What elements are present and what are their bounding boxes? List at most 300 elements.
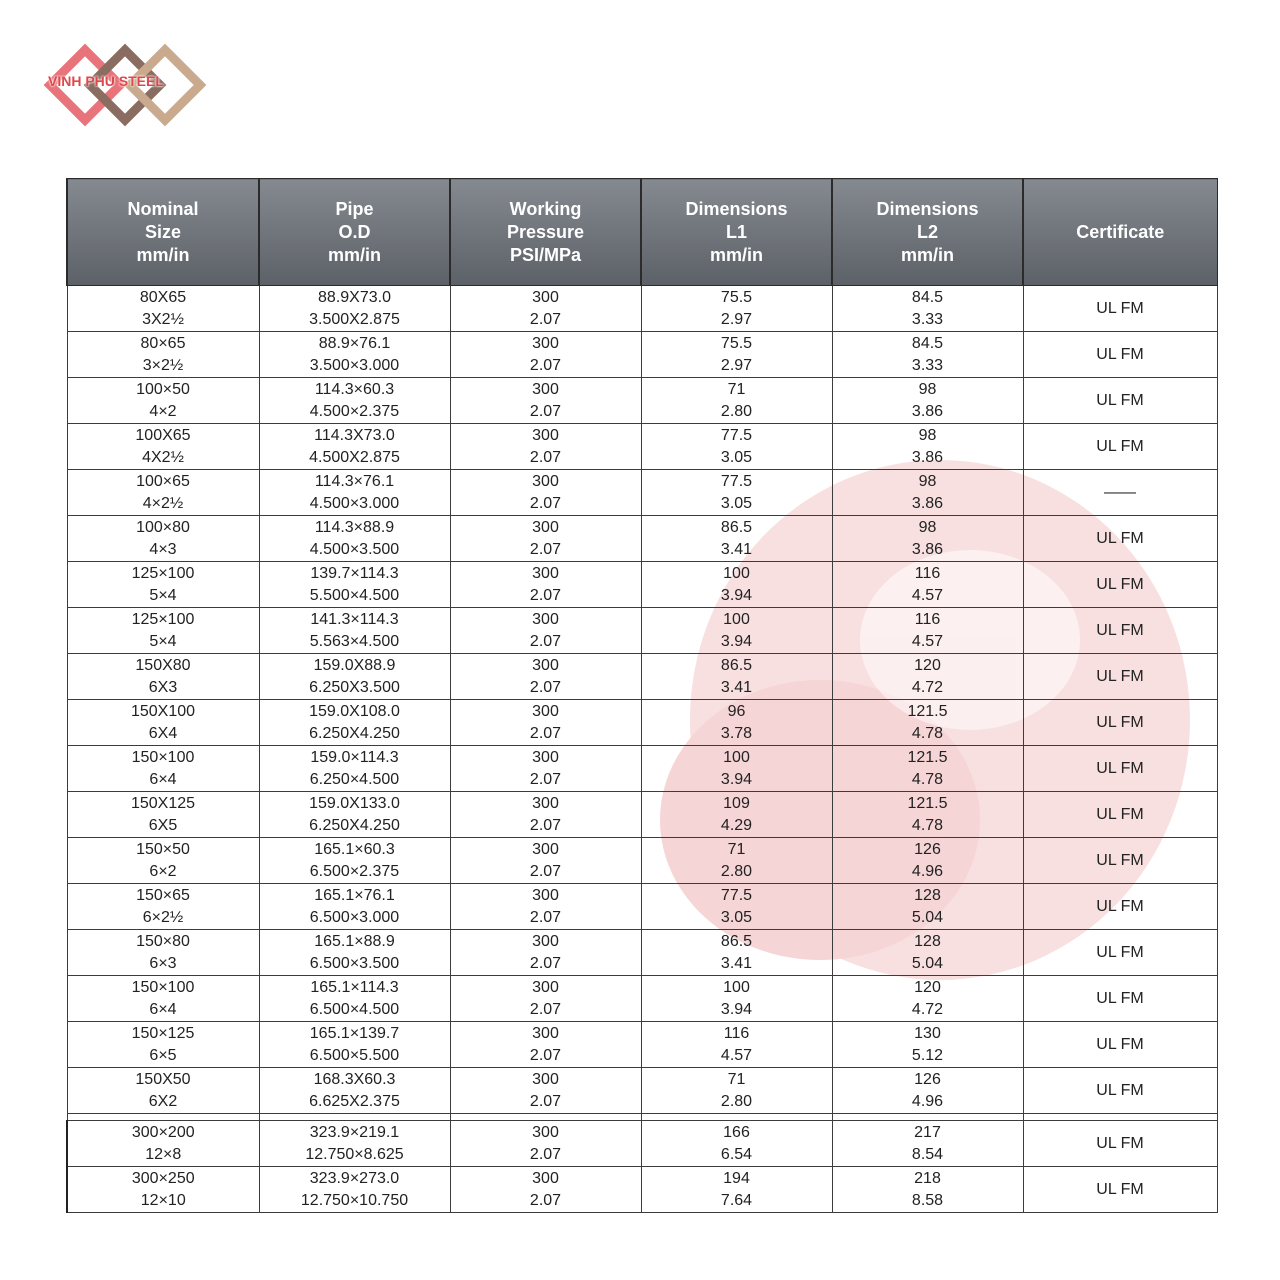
dimension-l1-cell-value: 3.78 (720, 724, 753, 742)
certificate-cell: UL FM (1023, 424, 1217, 470)
working-pressure-cell-value: 2.07 (529, 632, 562, 650)
working-pressure-cell-value: 2.07 (529, 540, 562, 558)
certificate-cell: UL FM (1023, 838, 1217, 884)
nominal-size-cell-value: 125×100 (131, 564, 195, 582)
dimension-l1-cell (641, 654, 832, 700)
pipe-od-cell-value: 168.3X60.3 (313, 1070, 396, 1088)
pipe-od-cell-value: 4.500×3.000 (309, 494, 400, 512)
dimension-l2-cell (832, 746, 1023, 792)
nominal-size-cell-value: 6X5 (148, 816, 178, 834)
working-pressure-cell (450, 1167, 641, 1213)
pipe-od-cell-value: 114.3×76.1 (314, 472, 395, 490)
working-pressure-cell-value: 2.07 (529, 310, 562, 328)
pipe-od-cell (259, 1121, 450, 1167)
dimension-l1-cell (641, 608, 832, 654)
working-pressure-cell-value: 2.07 (529, 816, 562, 834)
table-row (67, 562, 1217, 608)
table-row (67, 838, 1217, 884)
dimension-l2-cell-value: 3.86 (911, 402, 944, 420)
dimension-l2-cell-value: 3.33 (911, 310, 944, 328)
dimension-l2-cell-value: 218 (914, 1169, 941, 1187)
dimension-l2-cell-value: 3.33 (911, 356, 944, 374)
pipe-od-cell-value: 6.250X4.250 (309, 816, 400, 834)
table-row (67, 1068, 1217, 1114)
working-pressure-cell-value: 2.07 (529, 954, 562, 972)
working-pressure-cell-value: 300 (532, 380, 559, 398)
dimension-l1-cell-value: 109 (723, 794, 750, 812)
working-pressure-cell-value: 2.07 (529, 448, 562, 466)
pipe-od-cell (259, 424, 450, 470)
nominal-size-cell-value: 6X2 (148, 1092, 178, 1110)
working-pressure-cell (450, 332, 641, 378)
working-pressure-cell (450, 792, 641, 838)
table-row (67, 286, 1217, 332)
pipe-od-cell-value: 6.250X3.500 (309, 678, 400, 696)
dimension-l2-cell-value: 3.86 (911, 540, 944, 558)
nominal-size-cell-value: 125×100 (131, 610, 195, 628)
dimension-l1-cell-value: 75.5 (720, 334, 753, 352)
table-row (67, 516, 1217, 562)
table-row (67, 1022, 1217, 1068)
pipe-od-cell-value: 165.1×88.9 (314, 932, 395, 950)
dimension-l1-cell-value: 2.80 (720, 1092, 753, 1110)
pipe-od-cell (259, 562, 450, 608)
divider-cell (67, 1114, 259, 1121)
dimension-l1-cell (641, 516, 832, 562)
working-pressure-cell-value: 2.07 (529, 1000, 562, 1018)
dimension-l2-cell-value: 98 (918, 380, 937, 398)
working-pressure-cell (450, 378, 641, 424)
working-pressure-cell-value: 300 (532, 656, 559, 674)
dimension-l1-cell (641, 378, 832, 424)
working-pressure-cell-value: 2.07 (529, 1191, 562, 1209)
dimension-l1-cell-value: 3.05 (720, 448, 753, 466)
header-dimensions-l2: Dimensions L2 mm/in (832, 179, 1023, 286)
certificate-cell: UL FM (1023, 976, 1217, 1022)
working-pressure-cell-value: 2.07 (529, 1145, 562, 1163)
dimension-l1-cell (641, 1022, 832, 1068)
nominal-size-cell (67, 1022, 259, 1068)
nominal-size-cell-value: 12×8 (145, 1145, 182, 1163)
dimension-l2-cell (832, 332, 1023, 378)
certificate-cell: UL FM (1023, 746, 1217, 792)
pipe-od-cell-value: 323.9×219.1 (309, 1123, 400, 1141)
table-row (67, 608, 1217, 654)
pipe-od-cell-value: 6.500×4.500 (309, 1000, 400, 1018)
working-pressure-cell-value: 300 (532, 978, 559, 996)
dimension-l1-cell (641, 286, 832, 332)
divider-cell (641, 1114, 832, 1121)
dimension-l2-cell-value: 128 (914, 932, 941, 950)
pipe-od-cell (259, 1022, 450, 1068)
pipe-od-cell-value: 114.3X73.0 (314, 426, 395, 444)
pipe-od-cell-value: 141.3×114.3 (310, 610, 399, 628)
certificate-cell: UL FM (1023, 1068, 1217, 1114)
dimension-l1-cell (641, 470, 832, 516)
pipe-od-cell-value: 159.0X108.0 (309, 702, 400, 720)
dimension-l2-cell (832, 976, 1023, 1022)
dimension-l1-cell-value: 6.54 (720, 1145, 753, 1163)
dimension-l2-cell-value: 4.57 (911, 632, 944, 650)
nominal-size-cell-value: 3X2½ (142, 310, 184, 328)
pipe-od-cell (259, 470, 450, 516)
dimension-l1-cell (641, 838, 832, 884)
working-pressure-cell (450, 654, 641, 700)
nominal-size-cell-value: 300×200 (131, 1123, 195, 1141)
table-row (67, 700, 1217, 746)
pipe-od-cell-value: 3.500×3.000 (309, 356, 400, 374)
dimension-l1-cell-value: 7.64 (720, 1191, 753, 1209)
working-pressure-cell-value: 2.07 (529, 402, 562, 420)
pipe-od-cell (259, 608, 450, 654)
working-pressure-cell-value: 300 (532, 1024, 559, 1042)
dimension-l2-cell-value: 5.12 (911, 1046, 944, 1064)
certificate-cell: —— (1023, 470, 1217, 516)
dimension-l2-cell (832, 470, 1023, 516)
dimension-l2-cell (832, 562, 1023, 608)
certificate-cell: UL FM (1023, 930, 1217, 976)
dimension-l2-cell-value: 120 (914, 656, 941, 674)
divider-cell (450, 1114, 641, 1121)
dimension-l1-cell-value: 166 (723, 1123, 750, 1141)
nominal-size-cell-value: 150×80 (136, 932, 190, 950)
dimension-l1-cell (641, 424, 832, 470)
dimension-l1-cell-value: 100 (723, 610, 750, 628)
nominal-size-cell (67, 286, 259, 332)
dimension-l2-cell-value: 4.78 (911, 816, 944, 834)
dimension-l1-cell-value: 96 (727, 702, 746, 720)
nominal-size-cell-value: 100X65 (135, 426, 191, 444)
dimension-l1-cell-value: 100 (723, 748, 750, 766)
dimension-l1-cell-value: 2.80 (720, 402, 753, 420)
working-pressure-cell (450, 1022, 641, 1068)
dimension-l2-cell-value: 121.5 (907, 702, 948, 720)
dimension-l2-cell (832, 286, 1023, 332)
pipe-od-cell (259, 838, 450, 884)
header-working-pressure: Working Pressure PSI/MPa (450, 179, 641, 286)
nominal-size-cell-value: 4×2½ (142, 494, 184, 512)
pipe-od-cell-value: 114.3×88.9 (314, 518, 395, 536)
pipe-od-cell-value: 6.250×4.500 (309, 770, 400, 788)
certificate-cell: UL FM (1023, 700, 1217, 746)
dimension-l1-cell (641, 1068, 832, 1114)
working-pressure-cell-value: 2.07 (529, 862, 562, 880)
dimension-l1-cell-value: 77.5 (720, 472, 753, 490)
working-pressure-cell-value: 300 (532, 702, 559, 720)
working-pressure-cell (450, 1068, 641, 1114)
nominal-size-cell-value: 150X50 (135, 1070, 191, 1088)
nominal-size-cell (67, 516, 259, 562)
working-pressure-cell-value: 2.07 (529, 356, 562, 374)
dimension-l1-cell-value: 86.5 (720, 518, 753, 536)
dimension-l2-cell-value: 5.04 (911, 908, 944, 926)
working-pressure-cell-value: 2.07 (529, 586, 562, 604)
certificate-cell: UL FM (1023, 378, 1217, 424)
dimension-l1-cell-value: 77.5 (720, 426, 753, 444)
dimension-l2-cell-value: 120 (914, 978, 941, 996)
dimension-l1-cell-value: 3.41 (720, 678, 753, 696)
dimension-l2-cell (832, 654, 1023, 700)
nominal-size-cell-value: 80×65 (140, 334, 186, 352)
nominal-size-cell-value: 5×4 (149, 632, 177, 650)
dimension-l1-cell-value: 71 (727, 840, 746, 858)
nominal-size-cell-value: 6×5 (149, 1046, 177, 1064)
dimension-l2-cell-value: 84.5 (911, 288, 944, 306)
dimension-l2-cell-value: 116 (914, 564, 941, 582)
nominal-size-cell-value: 80X65 (139, 288, 187, 306)
working-pressure-cell (450, 286, 641, 332)
dimension-l2-cell-value: 128 (914, 886, 941, 904)
working-pressure-cell-value: 300 (532, 1169, 559, 1187)
divider-cell (1023, 1114, 1217, 1121)
nominal-size-cell-value: 4×3 (149, 540, 177, 558)
dimension-l1-cell-value: 2.80 (720, 862, 753, 880)
dimension-l1-cell (641, 792, 832, 838)
working-pressure-cell-value: 300 (532, 564, 559, 582)
dimension-l1-cell-value: 3.94 (720, 632, 753, 650)
working-pressure-cell (450, 838, 641, 884)
header-row (67, 179, 1217, 286)
nominal-size-cell (67, 608, 259, 654)
nominal-size-cell (67, 470, 259, 516)
nominal-size-cell (67, 378, 259, 424)
certificate-cell: UL FM (1023, 654, 1217, 700)
working-pressure-cell-value: 300 (532, 610, 559, 628)
dimension-l1-cell (641, 700, 832, 746)
table-row (67, 1167, 1217, 1213)
pipe-od-cell-value: 323.9×273.0 (309, 1169, 400, 1187)
dimension-l2-cell (832, 700, 1023, 746)
dimension-l1-cell-value: 75.5 (720, 288, 753, 306)
certificate-cell: UL FM (1023, 332, 1217, 378)
working-pressure-cell-value: 2.07 (529, 724, 562, 742)
pipe-od-cell-value: 5.563×4.500 (309, 632, 400, 650)
dimension-l2-cell-value: 126 (914, 1070, 941, 1088)
dimension-l2-cell (832, 516, 1023, 562)
nominal-size-cell-value: 6×4 (149, 770, 177, 788)
nominal-size-cell-value: 150×100 (131, 978, 195, 996)
dimension-l1-cell-value: 116 (723, 1024, 750, 1042)
nominal-size-cell (67, 1068, 259, 1114)
working-pressure-cell (450, 884, 641, 930)
dimension-l2-cell (832, 378, 1023, 424)
table-row (67, 424, 1217, 470)
pipe-od-cell-value: 6.250X4.250 (309, 724, 400, 742)
pipe-od-cell-value: 6.500×3.000 (309, 908, 400, 926)
nominal-size-cell-value: 300×250 (131, 1169, 195, 1187)
dimension-l2-cell-value: 217 (914, 1123, 941, 1141)
dimension-l1-cell-value: 4.29 (720, 816, 753, 834)
working-pressure-cell-value: 300 (532, 518, 559, 536)
nominal-size-cell (67, 1167, 259, 1213)
working-pressure-cell-value: 300 (532, 334, 559, 352)
header-nominal-size: Nominal Size mm/in (67, 179, 259, 286)
dimension-l1-cell-value: 100 (723, 978, 750, 996)
nominal-size-cell-value: 150X80 (135, 656, 191, 674)
certificate-cell: UL FM (1023, 562, 1217, 608)
working-pressure-cell-value: 2.07 (529, 770, 562, 788)
nominal-size-cell-value: 150×65 (136, 886, 190, 904)
table-row (67, 976, 1217, 1022)
nominal-size-cell-value: 6×4 (149, 1000, 177, 1018)
table-row (67, 746, 1217, 792)
dimension-l2-cell-value: 4.96 (911, 1092, 944, 1110)
nominal-size-cell (67, 930, 259, 976)
dimension-l1-cell-value: 2.97 (720, 310, 753, 328)
nominal-size-cell-value: 6×2 (149, 862, 177, 880)
pipe-od-cell (259, 286, 450, 332)
dimension-l2-cell-value: 98 (918, 472, 937, 490)
pipe-od-cell (259, 700, 450, 746)
working-pressure-cell-value: 2.07 (529, 908, 562, 926)
pipe-od-cell (259, 884, 450, 930)
dimension-l2-cell (832, 1121, 1023, 1167)
pipe-od-cell-value: 6.500×3.500 (309, 954, 400, 972)
nominal-size-cell (67, 654, 259, 700)
working-pressure-cell-value: 300 (532, 1070, 559, 1088)
working-pressure-cell (450, 700, 641, 746)
dimension-l1-cell-value: 71 (727, 1070, 746, 1088)
table-row (67, 332, 1217, 378)
certificate-cell: UL FM (1023, 608, 1217, 654)
table-row (67, 654, 1217, 700)
nominal-size-cell (67, 700, 259, 746)
working-pressure-cell (450, 470, 641, 516)
dimension-l2-cell-value: 8.58 (911, 1191, 944, 1209)
dimension-l2-cell-value: 130 (914, 1024, 941, 1042)
dimension-l2-cell (832, 608, 1023, 654)
table-row (67, 378, 1217, 424)
header-pipe-od: Pipe O.D mm/in (259, 179, 450, 286)
certificate-cell: UL FM (1023, 884, 1217, 930)
dimension-l2-cell-value: 3.86 (911, 448, 944, 466)
working-pressure-cell-value: 300 (532, 426, 559, 444)
dimension-l2-cell (832, 1022, 1023, 1068)
dimension-l2-cell-value: 126 (914, 840, 941, 858)
working-pressure-cell-value: 2.07 (529, 678, 562, 696)
dimension-l2-cell-value: 4.72 (911, 1000, 944, 1018)
pipe-od-cell-value: 159.0X88.9 (313, 656, 396, 674)
certificate-cell: UL FM (1023, 1167, 1217, 1213)
dimension-l1-cell-value: 3.94 (720, 1000, 753, 1018)
pipe-od-cell-value: 6.500×5.500 (309, 1046, 400, 1064)
pipe-od-cell-value: 3.500X2.875 (309, 310, 400, 328)
pipe-od-cell-value: 165.1×139.7 (309, 1024, 400, 1042)
working-pressure-cell (450, 562, 641, 608)
pipe-od-cell-value: 12.750×8.625 (305, 1145, 404, 1163)
pipe-od-cell-value: 165.1×114.3 (310, 978, 399, 996)
dimension-l1-cell (641, 884, 832, 930)
pipe-od-cell-value: 114.3×60.3 (314, 380, 395, 398)
pipe-od-cell-value: 6.625X2.375 (309, 1092, 400, 1110)
working-pressure-cell-value: 2.07 (529, 494, 562, 512)
divider-cell (832, 1114, 1023, 1121)
nominal-size-cell (67, 792, 259, 838)
working-pressure-cell (450, 746, 641, 792)
pipe-od-cell-value: 165.1×76.1 (314, 886, 395, 904)
working-pressure-cell-value: 300 (532, 288, 559, 306)
dimension-l1-cell-value: 3.41 (720, 540, 753, 558)
pipe-od-cell-value: 159.0X133.0 (309, 794, 400, 812)
dimension-l2-cell (832, 1068, 1023, 1114)
dimension-l2-cell-value: 4.96 (911, 862, 944, 880)
pipe-od-cell-value: 4.500X2.875 (309, 448, 400, 466)
dimension-l2-cell (832, 838, 1023, 884)
pipe-od-cell-value: 12.750×10.750 (300, 1191, 409, 1209)
dimension-l2-cell-value: 3.86 (911, 494, 944, 512)
dimension-l1-cell (641, 332, 832, 378)
pipe-od-cell (259, 1068, 450, 1114)
nominal-size-cell (67, 838, 259, 884)
dimension-l1-cell-value: 77.5 (720, 886, 753, 904)
dimension-l2-cell (832, 884, 1023, 930)
table-row (67, 884, 1217, 930)
working-pressure-cell-value: 300 (532, 932, 559, 950)
header-dimensions-l1: Dimensions L1 mm/in (641, 179, 832, 286)
nominal-size-cell-value: 100×50 (136, 380, 190, 398)
working-pressure-cell (450, 1121, 641, 1167)
nominal-size-cell-value: 100×80 (136, 518, 190, 536)
pipe-od-cell (259, 1167, 450, 1213)
nominal-size-cell-value: 150X125 (130, 794, 196, 812)
pipe-od-cell (259, 976, 450, 1022)
dimension-l1-cell-value: 194 (723, 1169, 750, 1187)
table-row (67, 470, 1217, 516)
dimension-l2-cell-value: 84.5 (911, 334, 944, 352)
dimension-l1-cell-value: 4.57 (720, 1046, 753, 1064)
pipe-od-cell-value: 6.500×2.375 (309, 862, 400, 880)
dimension-l2-cell-value: 8.54 (911, 1145, 944, 1163)
working-pressure-cell (450, 424, 641, 470)
table-row (67, 930, 1217, 976)
dimension-l2-cell-value: 121.5 (907, 748, 948, 766)
nominal-size-cell-value: 150×125 (131, 1024, 195, 1042)
working-pressure-cell-value: 300 (532, 794, 559, 812)
nominal-size-cell-value: 6×3 (149, 954, 177, 972)
dimension-l1-cell-value: 71 (727, 380, 746, 398)
working-pressure-cell (450, 608, 641, 654)
dimension-l1-cell-value: 100 (723, 564, 750, 582)
nominal-size-cell (67, 424, 259, 470)
pipe-od-cell-value: 88.9X73.0 (318, 288, 391, 306)
dimension-l2-cell-value: 4.78 (911, 770, 944, 788)
pipe-od-cell-value: 159.0×114.3 (310, 748, 399, 766)
nominal-size-cell-value: 6×2½ (142, 908, 184, 926)
nominal-size-cell-value: 6X3 (148, 678, 178, 696)
nominal-size-cell (67, 332, 259, 378)
working-pressure-cell (450, 930, 641, 976)
pipe-od-cell (259, 332, 450, 378)
dimension-l1-cell-value: 3.94 (720, 770, 753, 788)
pipe-od-cell (259, 654, 450, 700)
dimension-l2-cell-value: 5.04 (911, 954, 944, 972)
dimension-l1-cell-value: 3.05 (720, 494, 753, 512)
working-pressure-cell-value: 300 (532, 472, 559, 490)
certificate-cell: UL FM (1023, 516, 1217, 562)
nominal-size-cell-value: 4X2½ (142, 448, 184, 466)
dimension-l2-cell-value: 4.57 (911, 586, 944, 604)
dimension-l2-cell (832, 424, 1023, 470)
working-pressure-cell-value: 2.07 (529, 1092, 562, 1110)
pipe-od-cell (259, 930, 450, 976)
brand-name: VINH PHU STEEL (48, 73, 164, 89)
certificate-cell: UL FM (1023, 1022, 1217, 1068)
certificate-cell: UL FM (1023, 1121, 1217, 1167)
reducer-spec-table (66, 178, 1218, 1213)
pipe-od-cell-value: 4.500×3.500 (309, 540, 400, 558)
working-pressure-cell-value: 300 (532, 840, 559, 858)
dimension-l2-cell-value: 98 (918, 518, 937, 536)
